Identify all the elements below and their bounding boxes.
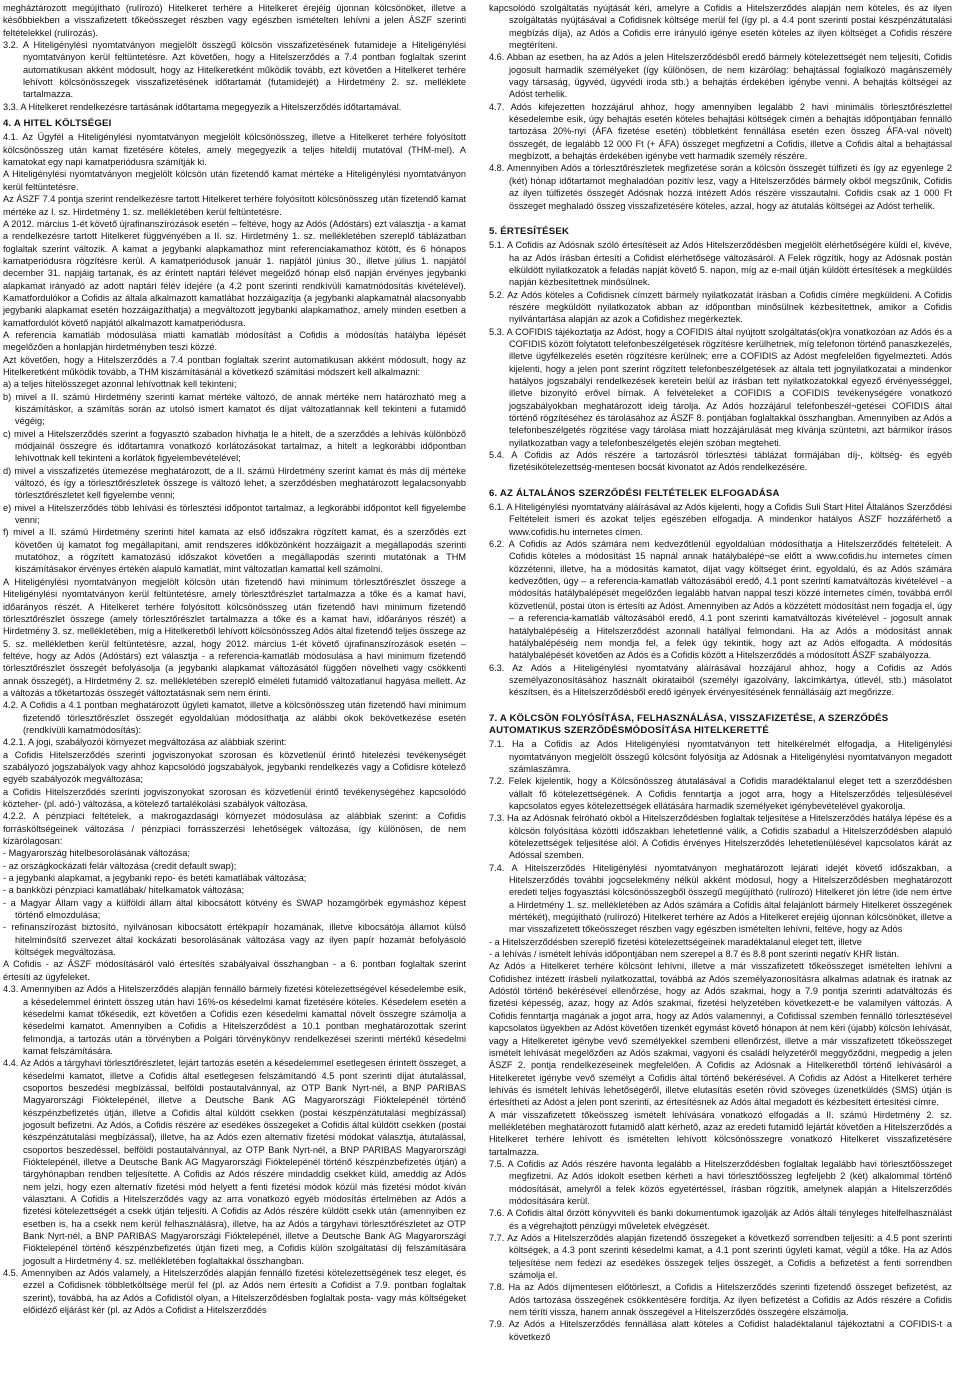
- left-column: [3, 2, 466, 1316]
- section-heading-7: 7. A KÖLCSÖN FOLYÓSÍTÁSA, FELHASZNÁLÁSA, VISSZAFIZETÉSE, A SZERZŐDÉS AUTOMATIKUS SZERZŐDÉSMÓDOSÍTÁSA HITELKERETTÉ: [489, 712, 889, 736]
- paragraph-7-5: 7.5. A Cofidis az Adós részére havonta legalább a Hitelszerződésben foglaltak legalább havi törlesztőösszeget megfizetni. Az Adós idokolt esetben kérheti a havi törlesztőösszeg legfeljebb 2 (két) alkalommal történő módosítását, amelyről a felek közös egyetértéssel, írásban rögzítik, amelynek alapján a Hitelszerződés módosítására kerül.: [489, 1158, 952, 1206]
- paragraph-6-3: 6.3. Az Adós a Hiteligénylési nyomtatvány aláírásával hozzájárul ahhoz, hogy a Cofidis az Adós személyazonosításához használt okirataiból (személyi igazolvány, lakcímkártya, útlevél, stb.) másolatot készítsen, és a Hitelszerződésből eredő igények érvényesítésének fennállásáig azt megőrizze.: [489, 662, 952, 698]
- paragraph-7-3: 7.3. Ha az Adósnak felróható okból a Hitelszerződésben foglaltak teljesítése a Hitelszerződés hatálya lépése és a kölcsön folyósítása közötti időszakban lehetetlenné válik, a Cofidis szabadul a Hitelszerződésben alapuló kötelezettségek teljesítése alól. A Cofidis érvényes Hitelszerződés lehetetlenülésével kapcsolatos kárát az Adóssal szemben.: [489, 813, 952, 861]
- paragraph-4-8: 4.8. Amennyiben Adós a törlesztőrészletek megfizetése során a kölcsön összegét túlfizeti és így az egyenlege 2 (két) hónap időtartamot meghaladóan pozitív lesz, vagy a Hitelszerződés bármely okból megszűnik, Cofidis az ilyen túlfizetés összegét Adósnak hozzá intézett Adós részére visszautalni. Cofidis csak az 1 000 Ft összeget meghaladó összeg visszafizetésére köteles, azzal, hogy az átutalás költségei az Adóst terhelik.: [489, 163, 952, 211]
- paragraph-4-2: 4.2. A Cofidis a 4.1 pontban meghatározott ügyleti kamatot, illetve a kölcsönösszeg után fizetendő havi minimum fizetendő törlesztőrészlet összegét egyoldalúan módosíthatja az alábbi okok bekövetkezése esetén (rendkívüli kamatmódosítás):: [3, 700, 466, 735]
- paragraph-4-2-2b: A Cofidis - az ÁSZF módosításáról való értesítés szabályaival összhangban - a 6. pontban foglaltak szerint értesíti az ügyfeleket.: [3, 959, 466, 982]
- list-item: f) mivel a II. számú Hirdetmény szerinti hitel kamata az első időszakra rögzített kamat, és a szerződés ezt követően új kamatot fog megállapítani, amit rendszeres időközönként hozzáigazít a megállapodás szerinti mutatóhoz, a rögzített kamatozású időszakot követően a megállapodás szerinti mutatónak a THM kiszámításakor érvényes értékén alapuló kamatlát, mint változatlan kamattal kell számolni.: [3, 527, 466, 575]
- paragraph-4-1f: Azt követően, hogy a Hitelszerződés a 7.4 pontban foglaltak szerint automatikusan akként módosult, hogy az Hitelkeretként működik tovább, a THM kiszámításánál a következő számítási módszert kell alkalmazni:: [3, 354, 466, 377]
- paragraph-4-4: 4.4. Az Adós a tárgyhavi törlesztőrészletet, lejárt tartozás esetén a késedelemmel esetlegesen érintett összeget, a késedelmi kamatot, illetve a Cofidis által esetlegesen felszámítandó 4.5 pont szerinti díjat átutalással, csoportos beszedési megbízással, belföldi postautalvánnyal, az OTP Bank Nyrt-nél, a BNP PARIBAS Magyarországi Fióktelepénél, illetve a Deutsche Bank AG Magyarországi Fióktelepénél történő készpénzbefizetés útján, illetve a Cofidis által küldött csekken (postai készpénzátutalási megbízással) jogosult befizetni. Az Adós, a Cofidis részére az esedékes összegeket a Cofidis által küldött csekken (postai készpénzátutalási megbízással), illetve, ha az Adós ezen alternatív fizetési módokat választja, átutalással, csoportos beszedéssel, belföldi postautalvánnyal, az OTP Bank Nyrt-nél, a BNP PARIBAS Magyarországi Fióktelepénél, illetve a Deutsche Bank AG Magyarországi Fióktelepénél történő készpénzbefizetés útján) a tárgyhónapban rendben teljesítette. A Cofidis az Adós részére mindaddig csekket küld, ameddig az Adós nem jelzi, hogy ezen alternatív fizetési mód helyett a fenti fizetési módok közül más fizetési módot kíván választani. A Cofidis a Hitelszerződés vagy az arra vonatkozó egyéb módosítás értelmében az Adós a fizetési kötelezettségét a csekk útján teljesíti. A Cofidis az Adós részére küldött csekk után (amennyiben ez esetben is, ha a csekk nem kerül felhasználásra), illetve, ha az Adós a tárgyhavi törlesztőrészletet az OTP Bank Nyrt-nél, a BNP PARIBAS Magyarországi Fióktelepénél, illetve a Deutsche Bank AG Magyarországi Fióktelepénél történő készpénzbefizetés útján fizeti meg, a Cofidis külön szolgáltatási díj felszámítására jogosult a Hirdetmény 4. sz. mellékletében foglaltakkal összhangban.: [3, 1058, 466, 1266]
- paragraph-7-6: 7.6. A Cofidis által őrzött könyvviteli és banki dokumentumok igazolják az Adós általi tényleges hitelfelhasználást és a végrehajtott pénzügyi műveletek elvégzését.: [489, 1208, 952, 1231]
- sub-list-item: - refinanszírozást biztosító, nyilvánosan kibocsátott értékpapír hozamának, illetve kibocsátója államot külső hitelminősítő szervezet által kockázati besorolásának változása vagy az ilyen papír hozamát befolyásoló költségek megváltozása.: [3, 922, 466, 958]
- paragraph-3-2: 3.2. A Hiteligénylési nyomtatványon megjelölt összegű kölcsön visszafizetésének futamideje a Hiteligénylési nyomtatványon kerül feltüntetésre. Azt követően, hogy a Hitelszerződés a 7.4 pontban foglaltak szerint automatikusan akként módosult, hogy az Hitelkeretként működik tovább, ezt követően a Hitelkeret terhére lehívott kölcsönösszegek visszafizetésének időtartamát (futamidejét) a Hirdetmény 2. sz. melléklete tartalmazza.: [3, 40, 466, 100]
- paragraph-4-2-1a: a Cofidis Hitelszerződés szerinti jogviszonyokat szorosan és közvetlenül érintő hitelezési tevékenységét szabályozó jogszabályok vagy ahhoz kapcsolódó jogszabályok, jegybanki rendelkezés vagy a Cofidisre kötelező egyéb szabályozók megváltozása;: [3, 749, 466, 785]
- paragraph-7-7: 7.7. Az Adós a Hitelszerződés alapján fizetendő összegeket a következő sorrendben teljesíti: a 4.5 pont szerinti költségek, a 4.3 pont szerinti késedelmi kamat, a 4.1 pont szerinti ügyleti kamat, végül a tőke. Ha az Adós teljesítése nem fedezi az esedékes összegek teljes összegét, a Cofidis a befizetést a fenti sorrendben számolja el.: [489, 1233, 952, 1281]
- paragraph-6-1: 6.1. A Hiteligénylési nyomtatvány aláírásával az Adós kijelenti, hogy a Cofidis Suli Start Hitel Általános Szerződési Feltételeit ismeri és azokat teljes egészében elfogadja. A mindenkor hatályos ÁSZF hozzáférhető a www.cofidis.hu internetes címen.: [489, 502, 952, 537]
- paragraph-4-2-2: 4.2.2. A pénzpiaci feltételek, a makrogazdasági környezet módosulása az alábbiak szerint: a Cofidis forrásköltségeinek változása / pénzpiaci forrásszerzési lehetőségek változása, így különösen, de nem kizárólagosan:: [3, 811, 466, 847]
- section-heading-4: 4. A HITEL KÖLTSÉGEI: [3, 118, 112, 130]
- list-item: b) mivel a II. számú Hirdetmény szerinti kamat mértéke változó, de annak mértéke nem határozható meg a kiszámításkor, a számítás során az utolsó ismert kamatot és díjat változatlannak kell tekinteni a futamidő végéig;: [3, 391, 466, 427]
- list-item: c) mivel a Hitelszerződés szerint a fogyasztó szabadon hívhatja le a hitelt, de a szerződés a lehívás különböző módjainál összegre és időtartamra vonatkozó korlátozásokat tartalmaz, a hitelt a legkorábbi időpontban lehívottnak kell tekinteni a korlátok figyelembevételével;: [3, 428, 466, 464]
- list-item: a) a teljes hitelösszeget azonnal lehívottnak kell tekinteni;: [3, 379, 237, 390]
- right-column: [489, 2, 952, 1343]
- paragraph-3-3: 3.3. A Hitelkeret rendelkezésre tartásának időtartama megegyezik a Hitelszerződés időtartamával.: [3, 101, 402, 112]
- paragraph-4-1b: A Hiteligénylési nyomtatványon megjelölt kölcsön után fizetendő kamat mértéke a Hiteligénylési nyomtatványon kerül feltüntetésre.: [3, 169, 466, 192]
- paragraph-5-2: 5.2. Az Adós köteles a Cofidisnek címzett bármely nyilatkozatát írásban a Cofidis címére megküldeni. A Cofidis részére megküldött nyilatkozatok abban az időpontban minősülnek kézbesítettnek, amikor a Cofidis nyilvántartása alapján az azok a Cofidishez megérkeztek.: [489, 289, 952, 325]
- paragraph-4-1: 4.1. Az Ügyfél a Hiteligénylési nyomtatványon megjelölt kölcsönösszeg, illetve a Hitelkeret terhére folyósított kölcsönösszeg után kamat fizetésére köteles, amely megegyezik a teljes hiteldíj mutatóval (THM-mel). A kamatokat egy napi kamatperiódusra számítják ki.: [3, 132, 466, 168]
- dash-list-item: - a lehívás / ismételt lehívás időpontjában nem szerepel a 8.7 és 8.8 pont szerinti negatív KHR listán.: [489, 949, 900, 960]
- paragraph-4-5: 4.5. Amennyiben az Adós valamely, a Hitelszerződés alapján fennálló fizetési kötelezettségének tesz eleget, és ezzel a Cofidisnek többletköltsége merül fel (pl. az Adós nem értesíti a Cofidist a 7.9. pontban foglaltak szerint), továbbá, ha az Adós a Cofidistól olyan, a Hitelszerződésben foglaltak posta- vagy más költségeket előidéző eljárást kér (pl. az Adós a Cofidist a Hitelszerződés: [3, 1268, 466, 1316]
- paragraph-5-1: 5.1. A Cofidis az Adósnak szóló értesítéseit az Adós Hitelszerződésben megjelölt elérhetőségére küldi el, kivéve, ha az Adós írásban értesíti a Cofidist elérhetősége változásáról. A Felek rögzítik, hogy az Adósnak postán elküldött nyilatkozatok a feladás napját követő 5. napon, míg az e-mail útján küldött értesítések a megküldés napján kézbesítettnek minősülnek.: [489, 240, 952, 288]
- paragraph-4-2-1: 4.2.1. A jogi, szabályozói környezet megváltozása az alábbiak szerint:: [3, 737, 287, 748]
- sub-list-item: - a Magyar Állam vagy a külföldi állam által kibocsátott kötvény és SWAP hozamgörbék egymáshoz képest történő elmozdulása;: [3, 897, 466, 921]
- paragraph-7-9: 7.9. Az Adós a Hitelszerződés fennállása alatt köteles a Cofidist haladéktalanul tájékoztatni a COFIDIS-t a következő: [489, 1319, 952, 1342]
- paragraph-4-1e: A referencia kamatláb módosulása miatti kamatláb módosítást a Cofidis a módosítás hatályba lépését megelőzően a honlapján hirdetményben teszi közzé.: [3, 329, 466, 353]
- paragraph-6-2: 6.2. A Cofidis az Adós számára nem kedvezőtlenül egyoldalúan módosíthatja a Hitelszerződés feltételeit. A Cofidis köteles a módosítást 15 napnál annak hatálybalépé¬se előtt a www.cofidis.hu internetes címen közzétenni, illetve, ha a módosítás kamatot, díjat vagy költséget érint, egyoldalú, és az Adós számára kedvezőtlen, úgy – a referencia-kamatláb változásából eredő, 4.1 pont szerinti kamatváltozás kivételével - a módosítás hatálybalépését megelőzően legalább hatvan nappal teszi közzé internetes címén, továbbá erről közvetlenül, postai úton is értesíti az Adóst. Amennyiben az Adós a közzétett módosítást nem fogadja el, úgy – a referencia-kamatláb változásából eredő, 4.1 pont szerinti kamatváltozás kivételével - jogosult annak hatálybalépéséig a Hitelszerződést azonnali hatállyal felmondani. Ha az Adós a módosítást annak hatálybalépéséig nem mondja fel, a felek úgy tekintik, hogy azt az Adós elfogadta. A módosítás hatálybalépését követően az Adós és a Cofidis között a Hitelszerződés a módosított ÁSZF szabályozza.: [489, 539, 952, 661]
- sub-list-item: - a jegybanki alapkamat, a jegybanki repo- és betéti kamatlábak változása;: [3, 873, 307, 884]
- sub-list-item: - Magyarország hitelbesorolásának változása;: [3, 848, 190, 859]
- paragraph-7-4: 7.4. A Hitelszerződés Hiteligénylési nyomtatványon meghatározott lejárati idejét követő időszakban, a Hitelszerződés további jogcselekmény nélkül akként módosul, hogy a Hitelszerződésben meghatározott eredeti teljes fogyasztási kölcsönösszegből összegű megújítható (rulírozó) Hitelkeret jön létre (ide nem értve a Hirdetmény 1. sz. mellékletében az Adós számára a Cofidis által felajánlott bármely Hitelkeret összegének mértékét), megújítható (rulírozó) Hitelkeret terhére az Adós a Hitelkeret erejéig újonnan kölcsönöket, illetve a mar visszafizetett tőkeösszeget részben vagy egészben ismételten lehívni, feltéve, hogy az Adós: [489, 862, 952, 935]
- paragraph-4-7: 4.7. Adós kifejezetten hozzájárul ahhoz, hogy amennyiben legalább 2 havi minimális törlesztőrészlettel késedelembe esik, úgy behajtás esetén köteles behajtási költségek címén a behajtás időpontjában fennálló tartozása 20%-nyi (ÁFA fizetése esetén) többletként fennállása esetén ezen összeg ÁFA-val növelt) összegét, de legalább 12 000 Ft (+ ÁFA) összeget megfizetni a Cofidis, illetve a Cofidis által a behajtással megbízott, a behajtás érdekében igénybe vett harmadik személy részére.: [489, 101, 952, 162]
- list-item: e) mivel a Hitelszerződés több lehívási és törlesztési időpontot tartalmaz, a legkorábbi időpontot kell figyelembe venni;: [3, 502, 466, 526]
- paragraph-5-3: 5.3. A COFIDIS tájékoztatja az Adóst, hogy a COFIDIS által nyújtott szolgáltatás(ok)ra vonatkozóan az Adós és a COFIDIS között folytatott telefonbeszélgetések rögzítésre kerülhetnek, míg telefonon történő panaszkezelés, illetve ügyfélkezelés esetén rögzítésre kerülnek; erre a COFIDIS az Adóst megfelelően figyelmezteti. Adós kijelenti, hogy a jelen pont szerint rögzített telefonbeszélgetések az általa tett jognyilatkozatai a mindenkor hatályos jogszabályi rendelkezések keretein belül az írásban tett nyilatkozatokkal egyező érvényességgel, illetve bizonyító erővel bírnak. A felvételeket a COFIDIS a COFIDIS tevékenységére vonatkozó jogszabályokban meghatározott ideig tárolja. Az Adós hozzájárul telefonbeszél¬getései COFIDIS által történő rögzítéséhez és tárolásához az ÁSZF 8. pontjában foglaltakkal összhangban. Amennyiben az Adós a telefonbeszélgetés rögzítése vagy tárolása miatt hozzájárulását meg kívánja szüntetni, azt bármikor írásos nyilatkozatban vagy a telefonbeszélgetés elején szóban megteheti.: [489, 326, 952, 448]
- paragraph-continuation: kapcsolódó szolgáltatás nyújtását kéri, amelyre a Cofidis a Hitelszerződés alapján nem köteles, és az ilyen szolgáltatás nyújtásával a Cofidisnek költsége merül fel (így pl. a 4.4 pont szerinti postai készpénzátutalási megbízás díja), az Adós a Cofidis erre irányuló igénye esetén köteles az ilyen költséget a Cofidis részére megtéríteni.: [489, 3, 952, 51]
- paragraph-7-8: 7.8. Ha az Adós díjmentesen előtörleszt, a Cofidis a Hitelszerződés szerinti fizetendő összeget befizetést, az Adós tartozása összegének csökkentésére fordítja. Az ilyen befizetést a Cofidis az Adós részére a Cofidis nem téríti vissza, hanem annak összegével a Hitelszerződés összegére elszámolja.: [489, 1282, 952, 1318]
- section-heading-6: 6. AZ ÁLTALÁNOS SZERZŐDÉSI FELTÉTELEK ELFOGADÁSA: [489, 487, 780, 499]
- paragraph-7-2: 7.2. Felek kijelentik, hogy a Kölcsönösszeg átutalásával a Cofidis maradéktalanul eleget tett a szerződésben vállalt fő kötelezettségének. A Cofidis fenntartja a jogot arra, hogy a Hitelszerződés teljesülésével kapcsolatos egyes kötelezettségek ellátására harmadik személyeket igénybevételével gyakorolja.: [489, 776, 952, 811]
- paragraph-4-6: 4.6. Abban az esetben, ha az Adós a jelen Hitelszerződésből eredő bármely kötelezettségét nem teljesíti, Cofidis jogosult harmadik személyeket (így különösen, de nem kizárólag: behajtással foglalkozó magánszemély vagy társaság, ügyvéd, ügyvédi iroda stb.) a behajtás érdekében igénybe venni. A behajtás költségei az Adóst terhelik.: [489, 52, 952, 100]
- paragraph-4-1d: A 2012. március 1-ét követő újrafinanszírozások esetén – feltéve, hogy az Adós (Adóstárs) ezt választja - a kamat a rendelkezésre tartott Hitelkeret függvényében a II. sz. Hirdetmény 1. sz. mellékletében szereplő táblázatban foglaltak szerint változik. A kamat a jegybanki alapkamathoz mint referenciakamathoz kötött, és 6 hónapos kamatperiódusra rögzítésre kerül. A kamatperiódusok január 1. napjától június 30., illetve július 1. napjától december 31. napjáig tartanak, és az érintett naptári félévet megelőző hónap első napján érvényes jegybanki alapkamat irányadó az adott naptári félév idejére (a 4.2 pont szerinti rendkívüli kamatmódosítás kivételével). Kamatfordulókor a Cofidis az általa alkalmazott kamatlábat hozzáigazítja (a jegybanki alapkamatnál alacsonyabb jegybanki alapkamat esetén hozzáigazíthatja) a megváltozott jegybanki alapkamathoz, amely minden esetben a kamatfordulót követő napjától alkalmazott kamatperiódusra.: [3, 218, 466, 328]
- paragraph-7-4b: Az Adós a Hitelkeret terhére kölcsönt lehívni, illetve a már visszafizetett tőkeösszeget ismételten lehívni a Cofidishez intézett írásbeli nyilatkozattal, továbbá az Adós személyazonosításra alkalmas adatnak és iratnak az Adóstól történő bekérésével ellenőrzése, hogy az Adós szakmai, hogy a 7.9 pontja szerinti adatváltozás és fizetési képesség, azaz, hogy az Adós szakmai, fizetési helyzetében következett-e be valamilyen változás. A Cofidis fenntartja magának a jogot arra, hogy az Adós valamennyi, a Cofidissal szemben fennálló törlesztésével kapcsolatos ügyekben az Adóst követően tizenkét egymást követő hónapon át nem kéri (újabb) kölcsön lehívását, vagy a Hitelkeretet igénybe vevő személyekkel szembeni ellenőrzést, illetve a már visszafizetett tőkeösszeget ismételt lehívását megelőzően az Adós szakmai, vagyoni és családi helyzetéről meggyőződni, megpedig a jelen ÁSZF 2. pontja rendelkezéseinek megfelelően. A Cofidis az Adósnak a Hitelkeretből történő lehívásáról a Hitelkeretet igénybe vevő személyt a Cofidis által történő bekérésével. A Cofidis az Adóst a Hitelkeret terhére lehívás és ismételt lehívás lehetőségéről, illetve elutasítás esetén rövid szöveges üzenetküldés (SMS) útján is értesítheti az Adóst a jelen pont szerinti, az értesítésnek az Adós által megadott és kézbesített értesítési címre.: [489, 961, 952, 1108]
- dash-list-item: - a Hitelszerződésben szereplő fizetési kötelezettségeinek maradéktalanul eleget tett, illetve: [489, 936, 862, 947]
- paragraph-7-4c: A már visszafizetett tőkeösszeg ismételt lehívására vonatkozó elfogadás a II. számú Hirdetmény 2. sz. mellékletében meghatározott futamidő alatt kérhető, azaz az eredeti futamidő lejártát követően a Hitelszerződés a Hitelkeret terhére lehívott és ismételten lehívott kölcsönösszegre vonatkozó Hitelkeret visszafizetésére tartalmazza.: [489, 1109, 952, 1157]
- section-heading-5: 5. ÉRTESÍTÉSEK: [489, 225, 570, 237]
- paragraph-4-3: 4.3. Amennyiben az Adós a Hitelszerződés alapján fennálló bármely fizetési kötelezettségével késedelembe esik, a késedelemmel érintett összeg után havi 16%-os késedelmi kamat fizetésére köteles. Késedelem esetén a késedelmi kamat tőkésedik, ezt követően a Cofidis ezen késedelmi kamattal növelt összegre számolja a késedelmi kamatot. Amennyiben a Cofidis a Hitelszerződést a 10.1 pontban meghatározottak szerint felmondja, a tartozás után a törvényben a Polgári törvénykönyv rendelkezései szerinti mértékű késedelmi kamat felszámítására.: [3, 984, 466, 1056]
- sub-list-item: - az országkockázati felár változása (credit default swap);: [3, 860, 237, 871]
- paragraph-4-1c: Az ÁSZF 7.4 pontja szerint rendelkezésre tartott Hitelkeret terhére folyósított kölcsönösszeg után fizetendő kamat mértéke az I. sz. Hirdetmény 1. sz. mellékletében kerül feltüntetésre.: [3, 194, 466, 217]
- paragraph-4-1g: A Hiteligénylési nyomtatványon megjelölt kölcsön után fizetendő havi minimum törlesztőrészlet összege a Hiteligénylési nyomtatványon kerül feltüntetésre, amely törlesztőrészlet tartalmazza a tőke és a kamat havi, időarányos részét. A Hitelkeret terhére folyósított kölcsönösszeg után fizetendő havi minimum fizetendő törlesztőrészlet összege (amely törlesztőrészlet tartalmazza a tőke és a kamat havi, időarányos részét) a Hirdetmény 3. sz. mellékletében, míg a Hitelkeretből lehívott kölcsönösszeg Adós által fizetendő teljes összege az 5. sz. mellékletben kerül feltüntetésre, azzal, hogy 2012. március 1-ét követő újrafinanszírozások esetén – feltéve, hogy az Adós (Adóstárs) ezt választja - a referencia-kamatláb módosulása a havi minimum fizetendő törlesztőrészlet összegét befolyásolja (a jegybanki alapkamat változásától függően növelheti vagy csökkenti annak összegét), a Hirdetmény 2. sz. mellékletében szereplő elméleti futamidő változatlanul hagyása mellett. Az a változás a tőketartozás összegét változtatásnak sem nem érinti.: [3, 576, 466, 698]
- paragraph-5-4: 5.4. A Cofidis az Adós részére a tartozásról törlesztési táblázat formájában díj-, költség- és egyéb fizetésikötelezettség-mentesen bocsát kivonatot az Adós rendelkezésére.: [489, 450, 952, 473]
- sub-list-item: - a bankközi pénzpiaci kamatlábak/ hitelkamatok változása;: [3, 885, 245, 896]
- list-item: d) mivel a visszafizetés ütemezése meghatározott, de a II. számú Hirdetmény szerint kamat és más díj mértéke változó, és így a törlesztőrészletek összege is változó lehet, a szerződésben meghatározott legalacsonyabb törlesztőrészletet kell figyelembe venni;: [3, 465, 466, 501]
- paragraph-intro: megháztározott megújítható (rulírozó) Hitelkeret terhére a Hitelkeret érejéig újonnan kölcsönöket, illetve a későbbiekben a visszafizetett tőkeösszeget részben vagy egészben ismételten lehívni a jelen ÁSZF szerinti feltételekkel (rulírozás).: [3, 3, 466, 38]
- paragraph-4-2-1b: a Cofidis Hitelszerződés szerinti jogviszonyokat szorosan és közvetlenül érintő tevékenységéhez kapcsolódó közteher- (pl. adó-) változása, a kötelező tartalékolási szabályok változása.: [3, 786, 466, 809]
- paragraph-7-1: 7.1. Ha a Cofidis az Adós Hiteligénylési nyomtatványon tett hitelkérelmét elfogadja, a Hiteligénylési nyomtatványon megjelölt összegű kölcsönt folyósítja az Adósnak a Hiteligénylési nyomtatványon megadott számlaszámra.: [489, 739, 952, 774]
